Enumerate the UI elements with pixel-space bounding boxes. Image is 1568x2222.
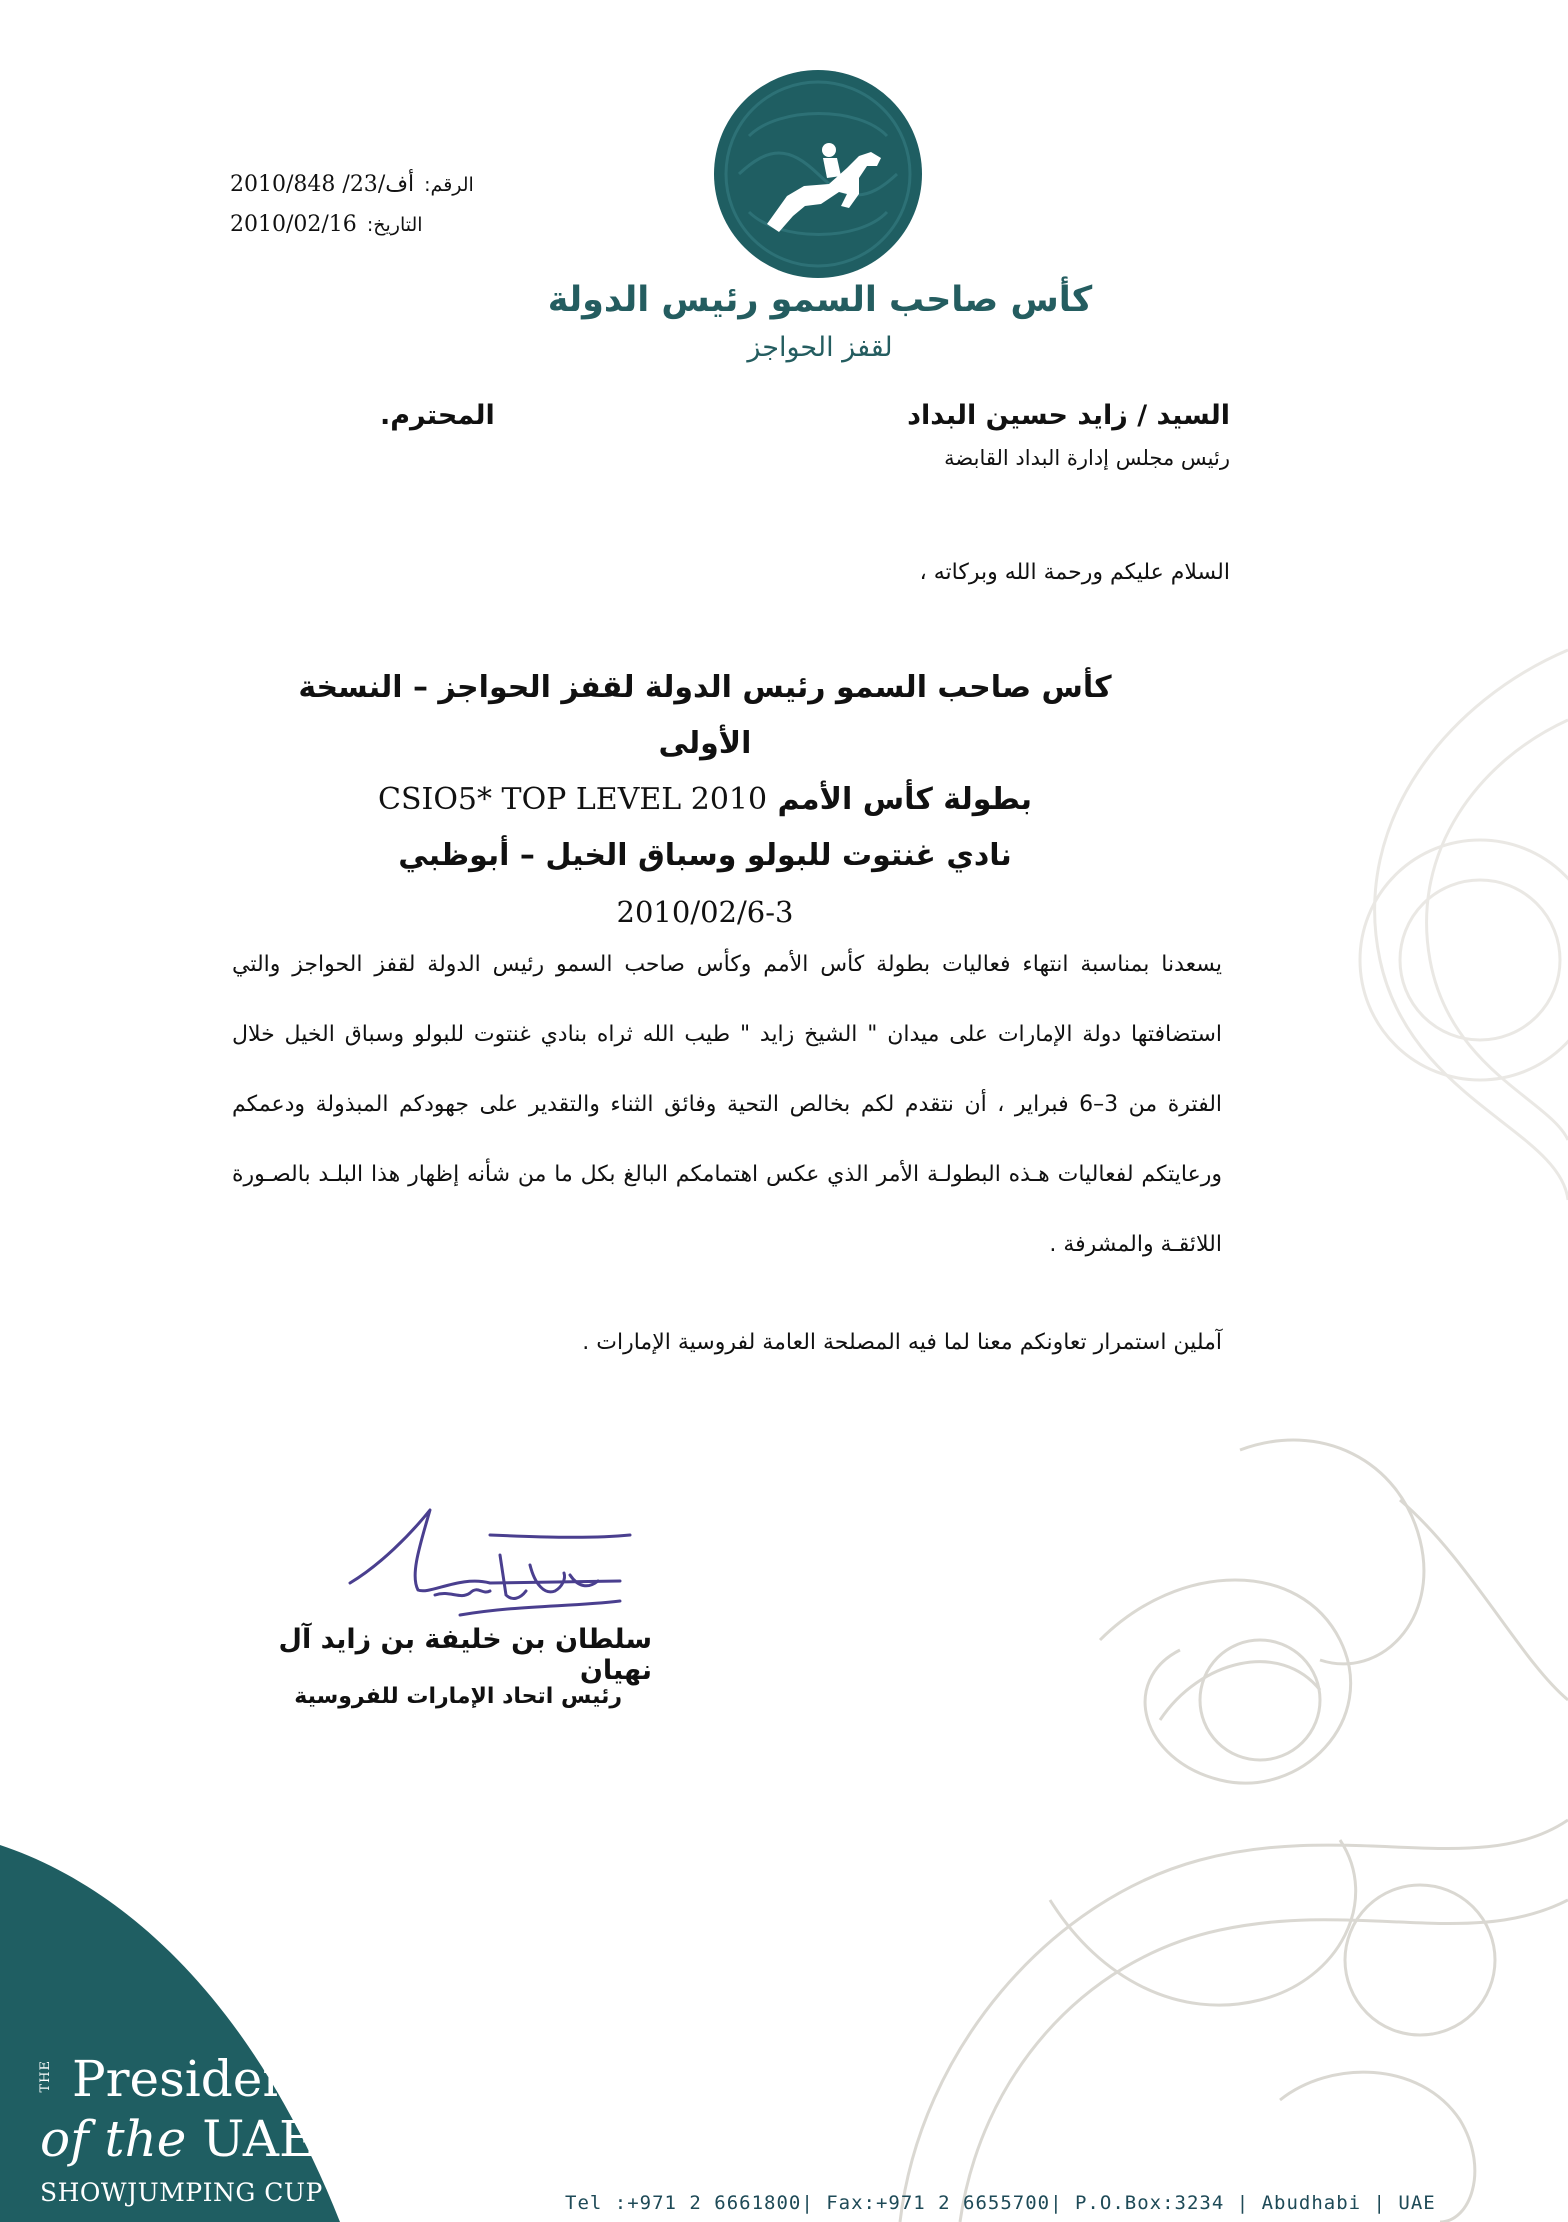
greeting: السلام عليكم ورحمة الله وبركاته ، bbox=[919, 560, 1230, 585]
signatory-name: سلطان بن خليفة بن زايد آل نهيان bbox=[278, 1624, 652, 1686]
reference-value: أف/23/ 2010/848 bbox=[230, 172, 415, 197]
addressee-name: السيد / زايد حسين البداد bbox=[907, 400, 1230, 431]
closing-line: آملين استمرار تعاونكم معنا لما فيه المصلحة العامة لفروسية الإمارات . bbox=[582, 1330, 1222, 1355]
addressee-title: رئيس مجلس إدارة البداد القابضة bbox=[944, 446, 1230, 470]
brand-president: President bbox=[72, 2050, 315, 2108]
addressee-honorific: المحترم. bbox=[380, 400, 495, 431]
brand-the: THE bbox=[38, 2060, 53, 2093]
heading-date: 2010/02/6-3 bbox=[616, 895, 794, 929]
date-line bbox=[230, 205, 520, 245]
heading-nations-cup: بطولة كأس الأمم bbox=[777, 782, 1033, 817]
event-name: كأس صاحب السمو رئيس الدولة bbox=[547, 280, 1093, 320]
contact-details: Tel :+971 2 6661800| Fax:+971 2 6655700| P.O.Box:3234 | Abudhabi | UAE bbox=[565, 2192, 1436, 2214]
brand-uae: UAE bbox=[202, 2110, 316, 2168]
event-subtitle: لقفز الحواجز bbox=[747, 332, 893, 363]
brand-of-the: of the bbox=[40, 2110, 187, 2168]
heading-line-3: نادي غنتوت للبولو وسباق الخيل – أبوظبي bbox=[398, 838, 1012, 873]
horse-jumping-emblem-icon bbox=[709, 66, 927, 282]
brand-showjumping-cup: SHOWJUMPING CUP bbox=[40, 2178, 323, 2207]
date-label: التاريخ: bbox=[366, 214, 423, 236]
reference-label: الرقم: bbox=[424, 174, 474, 196]
event-heading bbox=[250, 660, 1160, 940]
reference-block bbox=[230, 165, 520, 245]
heading-line-2 bbox=[250, 772, 1160, 828]
body-paragraph: يسعدنا بمناسبة انتهاء فعاليات بطولة كأس الأمم وكأس صاحب السمو رئيس الدولة لقفز الحواجز والتي استضافتها دولة الإمارات على ميدان " الشيخ زايد " طيب الله ثراه بنادي غنتوت للبولو وسباق الخيل خلال الفترة من 3–6 فبراير ، أن نتقدم لكم بخالص التحية وفائق الثناء والتقدير على جهودكم المبذولة ودعمكم ورعايتكم لفعاليات هـذه البطولـة الأمر الذي عكس اهتمامكم البالغ بكل ما من شأنه إظهار هذا البلـد بالصـورة اللائقـة والمشرفة . bbox=[232, 952, 1223, 1257]
date-value: 2010/02/16 bbox=[230, 212, 357, 237]
reference-number-line bbox=[230, 165, 520, 205]
signatory-title: رئيس اتحاد الإمارات للفروسية bbox=[294, 1684, 622, 1709]
heading-level: CSIO5* TOP LEVEL 2010 bbox=[377, 782, 768, 817]
signature-image bbox=[340, 1495, 640, 1625]
brand-of-the-uae bbox=[40, 2112, 316, 2166]
heading-line-1: كأس صاحب السمو رئيس الدولة لقفز الحواجز – النسخة الأولى bbox=[298, 670, 1112, 761]
